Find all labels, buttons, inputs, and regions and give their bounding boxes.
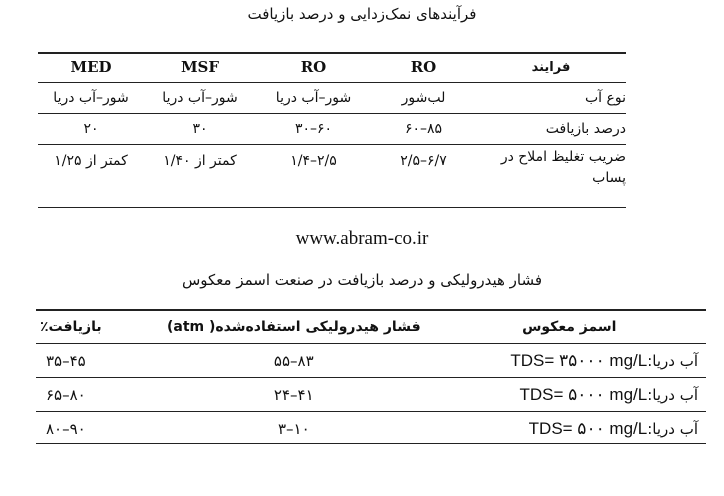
feed-water-cell: [441, 412, 706, 446]
header-recovery-percent: بازیافت٪: [40, 318, 102, 335]
cell: کمتر از ۱/۲۵: [54, 153, 128, 169]
cell: ۸۵–۶۰: [371, 114, 476, 145]
header-ro-2: RO: [256, 52, 371, 83]
feed-water-cell: [441, 344, 706, 378]
table2-title: فشار هیدرولیکی و درصد بازیافت در صنعت اسمز معکوس: [181, 271, 543, 289]
cell: لب‌شور: [371, 83, 476, 114]
pressure-cell: ۱۰–۳: [147, 412, 440, 446]
tds-value: TDS= ۵۰۰ mg/L: [528, 418, 648, 438]
pressure-cell: ۴۱–۲۴: [147, 378, 440, 412]
website-url: www.abram-co.ir: [295, 228, 429, 249]
pressure-cell: ۸۳–۵۵: [147, 344, 440, 378]
reverse-osmosis-table: [36, 310, 706, 445]
feed-label: آب دریا:: [647, 351, 698, 370]
feed-label: آب دریا:: [647, 419, 698, 438]
cell: کمتر از ۱/۴۰: [163, 153, 237, 169]
table2-header-row: [36, 310, 706, 344]
desalination-processes-table: [38, 52, 626, 205]
cell: شور–آب دریا: [144, 83, 256, 114]
header-ro-1: RO: [371, 52, 476, 83]
recovery-cell: ۴۵–۳۵: [36, 344, 147, 378]
table-row: [36, 412, 706, 446]
table2-bottom-rule: [36, 443, 706, 444]
table1-title: فرآیندهای نمک‌زدایی و درصد بازیافت: [247, 5, 477, 23]
recovery-cell: ۸۰–۶۵: [36, 378, 147, 412]
header-med: MED: [38, 52, 144, 83]
header-hydraulic-pressure: فشار هیدرولیکی استفاده‌شده( atm): [166, 318, 421, 335]
cell: ۶۰–۳۰: [256, 114, 371, 145]
table-row: [36, 378, 706, 412]
tds-value: TDS= ۳۵۰۰۰ mg/L: [510, 350, 648, 370]
cell: شور–آب دریا: [256, 83, 371, 114]
table-row: [38, 145, 626, 206]
row-label-concentration-factor: ضریب تغلیظ املاح در پساب: [500, 149, 626, 186]
cell: ۲/۵–۱/۴: [290, 153, 337, 169]
tds-value: TDS= ۵۰۰۰ mg/L: [519, 384, 648, 404]
feed-label: آب دریا:: [647, 385, 698, 404]
table1-header-row: [38, 52, 626, 83]
cell: ۶/۷–۲/۵: [400, 153, 447, 169]
cell: شور–آب دریا: [38, 83, 144, 114]
feed-water-cell: [441, 378, 706, 412]
header-process: فرایند: [476, 52, 626, 83]
table1-bottom-rule: [38, 207, 626, 208]
cell: ۲۰: [38, 114, 144, 145]
header-msf: MSF: [144, 52, 256, 83]
table-row: [38, 114, 626, 145]
recovery-cell: ۹۰–۸۰: [36, 412, 147, 446]
table-row: [36, 344, 706, 378]
row-label-recovery: درصد بازیافت: [476, 114, 626, 145]
table-row: [38, 83, 626, 114]
header-reverse-osmosis: اسمز معکوس: [522, 318, 617, 335]
cell: ۳۰: [144, 114, 256, 145]
row-label-water-type: نوع آب: [476, 83, 626, 114]
